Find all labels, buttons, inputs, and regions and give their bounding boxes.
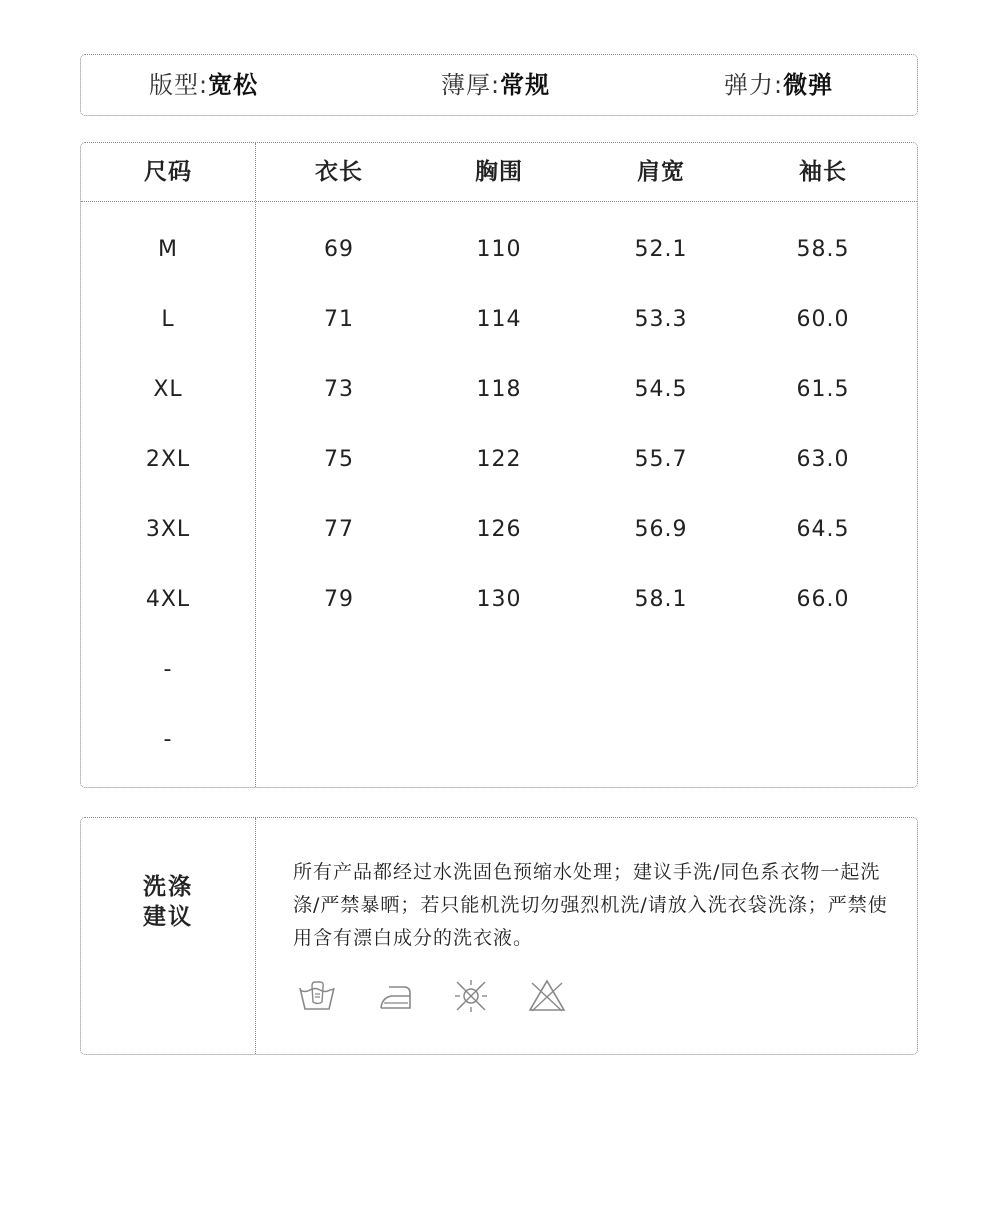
care-title-line2: 建议	[143, 904, 193, 930]
no-bleach-icon	[527, 978, 567, 1014]
table-row	[81, 565, 917, 635]
header-shoulder: 肩宽	[637, 159, 685, 185]
cell-length	[279, 635, 399, 705]
cell-length	[279, 705, 399, 775]
cell-shoulder: 56.9	[634, 517, 688, 542]
table-row	[81, 285, 917, 355]
attribute-thickness-label: 薄厚:	[441, 71, 501, 99]
cell-sleeve: 63.0	[796, 447, 850, 472]
header-size: 尺码	[144, 159, 192, 185]
cell-sleeve	[763, 635, 883, 705]
cell-chest	[439, 705, 559, 775]
header-sleeve: 袖长	[799, 159, 847, 185]
cell-size: L	[161, 307, 175, 332]
attribute-thickness-value: 常规	[500, 71, 551, 99]
attribute-thickness	[441, 55, 550, 115]
cell-size: M	[158, 237, 178, 262]
table-row	[81, 215, 917, 285]
header-chest: 胸围	[475, 159, 523, 185]
attribute-elasticity-label: 弹力:	[724, 71, 784, 99]
table-row	[81, 705, 917, 775]
cell-sleeve: 60.0	[796, 307, 850, 332]
column-divider	[255, 818, 256, 1054]
cell-length: 79	[324, 587, 354, 612]
attribute-fit-label: 版型:	[149, 71, 209, 99]
care-title-line1: 洗涤	[143, 874, 193, 900]
cell-shoulder: 53.3	[634, 307, 688, 332]
care-description: 所有产品都经过水洗固色预缩水处理；建议手洗/同色系衣物一起洗涤/严禁暴晒；若只能机洗切勿强烈机洗/请放入洗衣袋洗涤；严禁使用含有漂白成分的洗衣液。	[293, 861, 888, 949]
cell-shoulder: 52.1	[634, 237, 688, 262]
cell-sleeve: 66.0	[796, 587, 850, 612]
cell-length: 71	[324, 307, 354, 332]
no-sun-dry-icon	[451, 978, 491, 1014]
cell-size: -	[163, 727, 173, 752]
cell-chest: 130	[476, 587, 522, 612]
fabric-attributes-bar	[80, 54, 918, 116]
size-table	[80, 142, 918, 788]
attribute-elasticity	[724, 55, 833, 115]
cell-length: 77	[324, 517, 354, 542]
cell-size: XL	[153, 377, 183, 402]
attribute-fit-value: 宽松	[208, 71, 259, 99]
cell-size: 3XL	[145, 517, 191, 542]
cell-chest: 118	[476, 377, 522, 402]
table-row	[81, 355, 917, 425]
table-row	[81, 425, 917, 495]
table-row	[81, 495, 917, 565]
cell-sleeve: 58.5	[796, 237, 850, 262]
cell-sleeve: 64.5	[796, 517, 850, 542]
cell-chest: 126	[476, 517, 522, 542]
cell-shoulder: 55.7	[634, 447, 688, 472]
care-title	[81, 872, 255, 932]
attribute-elasticity-value: 微弹	[783, 71, 834, 99]
cell-sleeve	[763, 705, 883, 775]
cell-chest: 114	[476, 307, 522, 332]
table-row	[81, 635, 917, 705]
cell-shoulder: 58.1	[634, 587, 688, 612]
hand-wash-icon	[297, 978, 337, 1014]
cell-size: 4XL	[145, 587, 191, 612]
cell-length: 69	[324, 237, 354, 262]
cell-length: 75	[324, 447, 354, 472]
care-instructions-box	[80, 817, 918, 1055]
cell-shoulder	[601, 635, 721, 705]
header-length: 衣长	[315, 159, 363, 185]
cell-chest: 122	[476, 447, 522, 472]
cell-shoulder: 54.5	[634, 377, 688, 402]
cell-length: 73	[324, 377, 354, 402]
iron-icon	[375, 978, 415, 1014]
attribute-fit	[149, 55, 258, 115]
cell-size: 2XL	[145, 447, 191, 472]
cell-shoulder	[601, 705, 721, 775]
cell-chest	[439, 635, 559, 705]
cell-chest: 110	[476, 237, 522, 262]
cell-size: -	[163, 657, 173, 682]
header-divider	[81, 201, 917, 202]
cell-sleeve: 61.5	[796, 377, 850, 402]
